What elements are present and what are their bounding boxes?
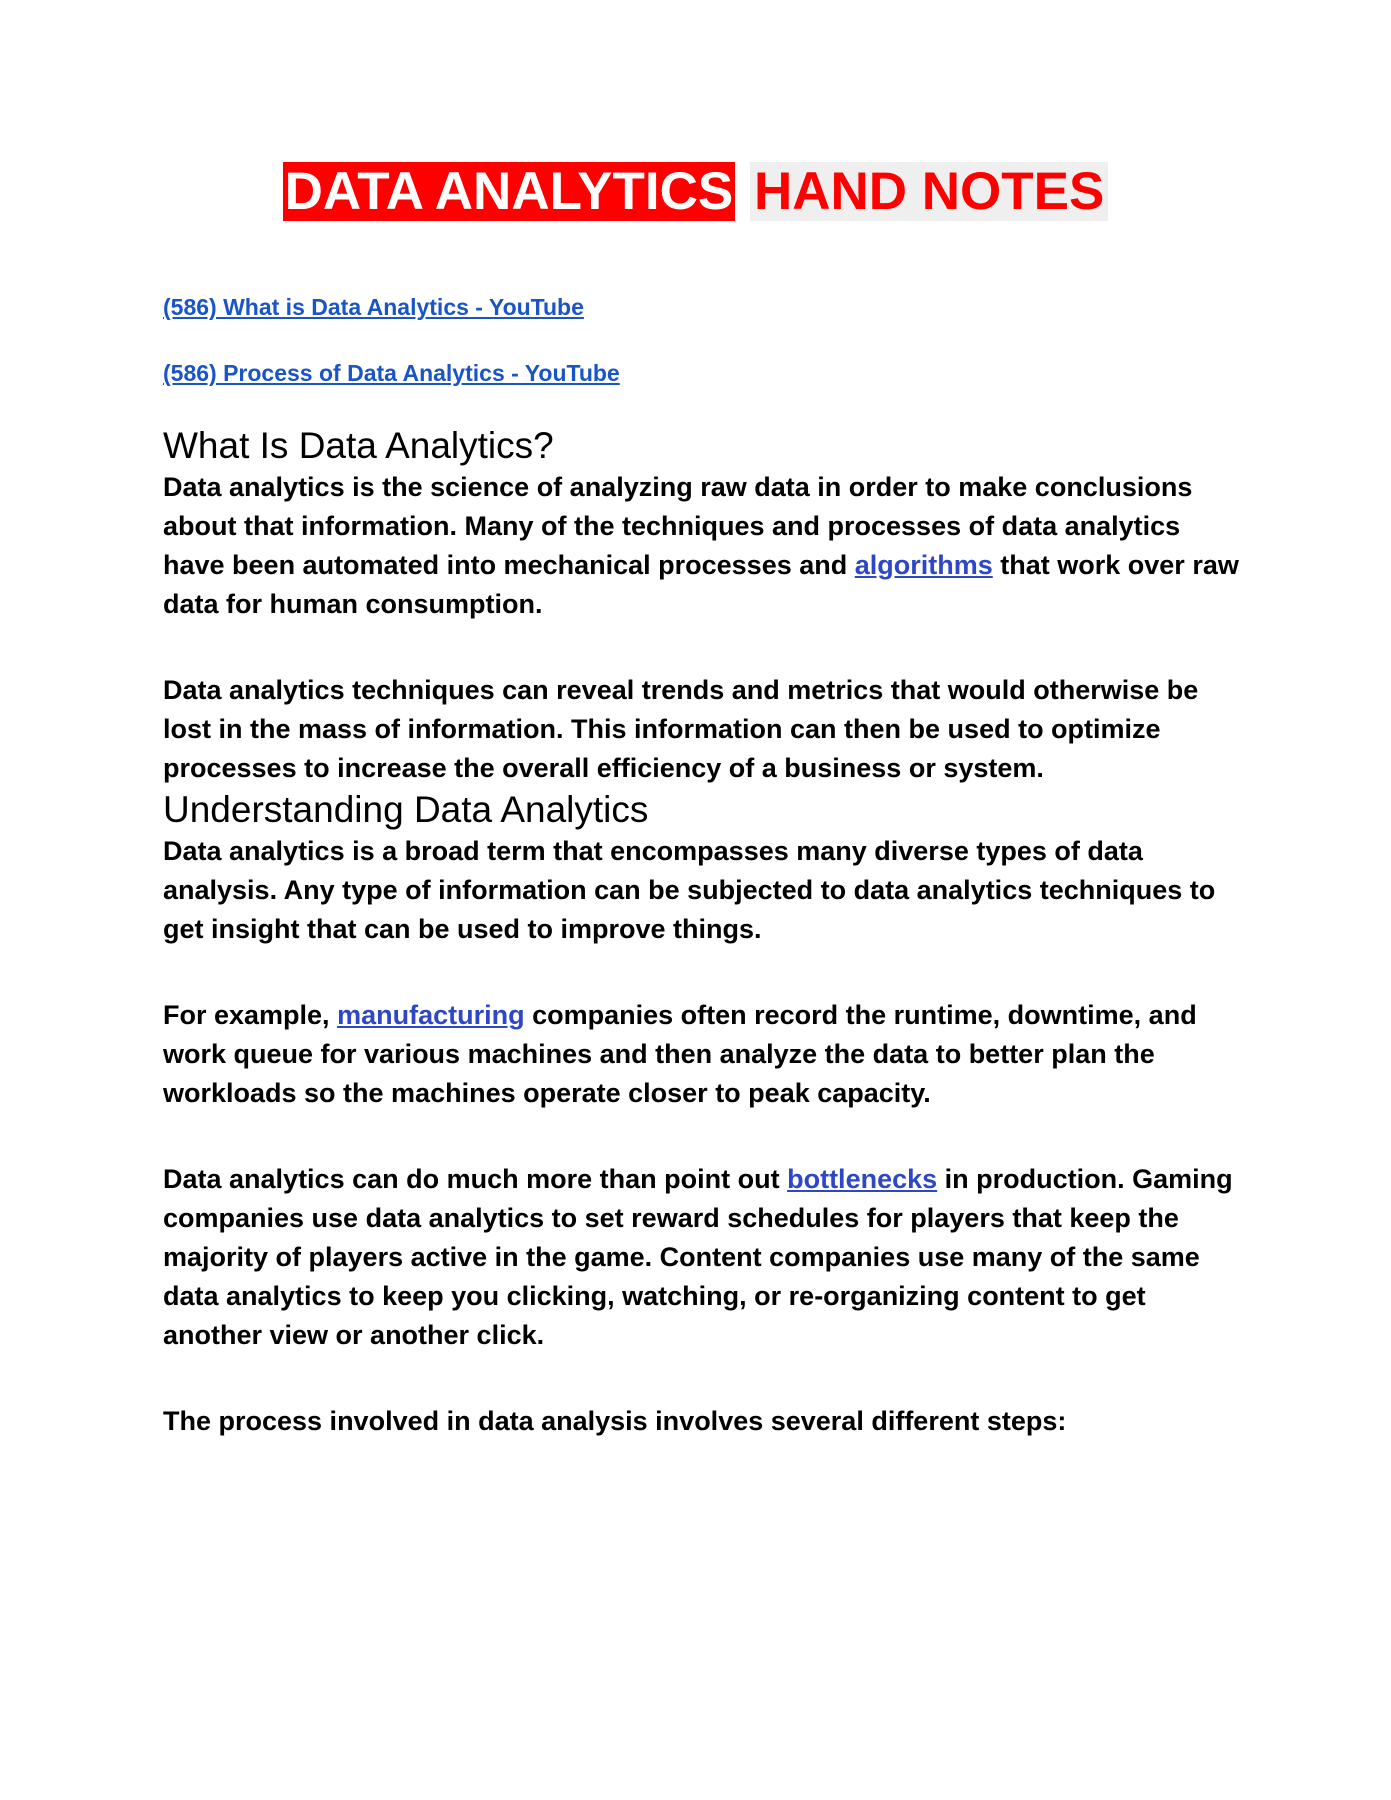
bottlenecks-link[interactable]: bottlenecks: [787, 1164, 938, 1194]
link-line-1: [163, 292, 1243, 322]
paragraph-text: that work over raw data for human consumption.: [163, 550, 1239, 619]
manufacturing-link[interactable]: manufacturing: [337, 1000, 525, 1030]
paragraph-gap: [163, 1355, 1243, 1402]
link-line-2: [163, 358, 1243, 388]
paragraph-broad-term: Data analytics is a broad term that encompasses many diverse types of data analysis. Any type of information can be subjected to data analytics techniques to get insight that can be used to improve things.: [163, 836, 1216, 944]
paragraph-gap: [163, 949, 1243, 996]
youtube-link-process[interactable]: (586) Process of Data Analytics - YouTube: [163, 360, 620, 386]
document-body: [163, 292, 1243, 1441]
youtube-link-what-is[interactable]: (586) What is Data Analytics - YouTube: [163, 294, 584, 320]
paragraph-gap: [163, 624, 1243, 671]
paragraph-text: Data analytics can do much more than point out: [163, 1164, 788, 1194]
algorithms-link[interactable]: algorithms: [854, 550, 993, 580]
paragraph-definition: [163, 468, 1243, 624]
heading-what-is-data-analytics: What Is Data Analytics?: [163, 425, 554, 466]
title-highlight-grey: HAND NOTES: [750, 162, 1108, 221]
paragraph-manufacturing-example: [163, 996, 1243, 1113]
paragraph-text: in production. Gaming companies use data analytics to set reward schedules for players that keep the majority of players active in the game. Content companies use many of the same data analytics to keep you clicking, watching, or re-organizing content to get another view or another click.: [163, 1164, 1233, 1350]
paragraph-techniques: Data analytics techniques can reveal trends and metrics that would otherwise be lost in the mass of information. This information can then be used to optimize processes to increase the overall efficiency of a business or system.: [163, 675, 1199, 783]
paragraph-bottlenecks: [163, 1160, 1243, 1355]
paragraph-process-steps: The process involved in data analysis involves several different steps:: [163, 1406, 1067, 1436]
paragraph-text: For example,: [163, 1000, 338, 1030]
heading-understanding-data-analytics: Understanding Data Analytics: [163, 789, 649, 830]
paragraph-text: Data analytics is the science of analyzing raw data in order to make conclusions about that information. Many of the techniques and processes of data analytics have been automated into mechanical processes and: [163, 472, 1193, 580]
title-highlight-red: DATA ANALYTICS: [284, 162, 734, 221]
paragraph-text: companies often record the runtime, downtime, and work queue for various machines and then analyze the data to better plan the workloads so the machines operate closer to peak capacity.: [163, 1000, 1197, 1108]
paragraph-gap: [163, 1113, 1243, 1160]
document-title: [0, 162, 1391, 222]
